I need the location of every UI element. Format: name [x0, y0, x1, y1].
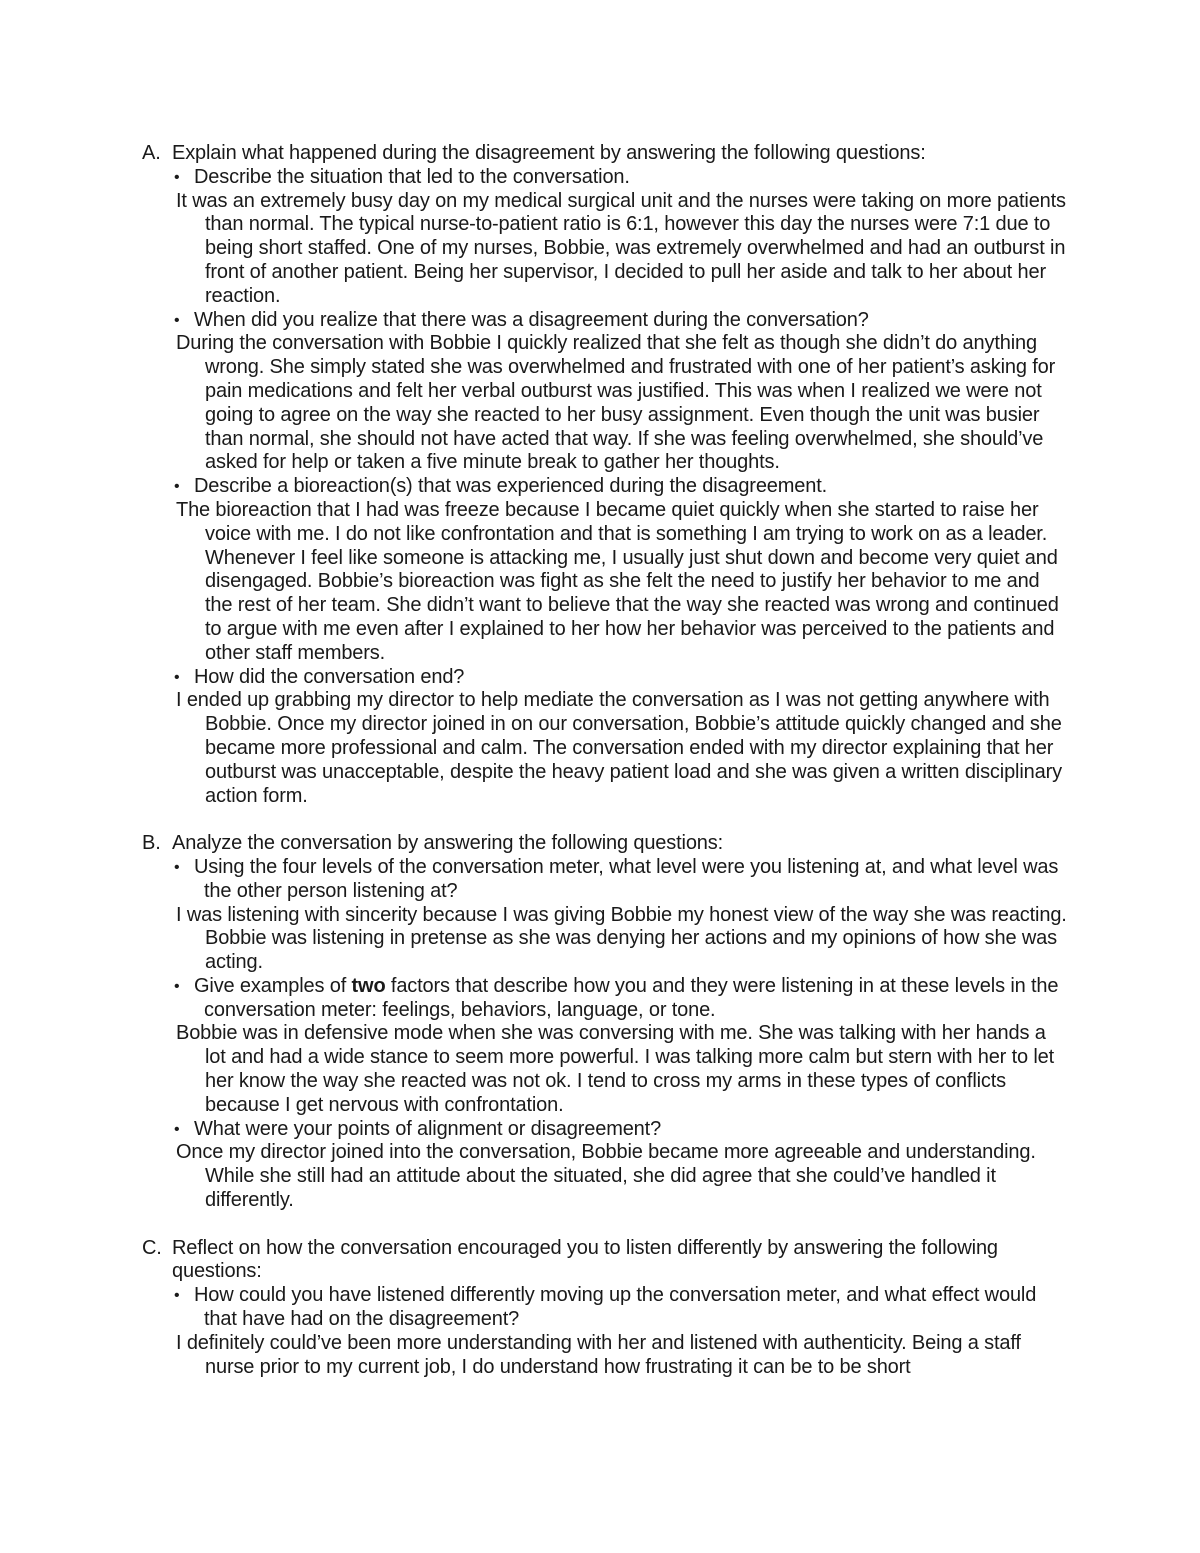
question-text: What were your points of alignment or disagreement? — [194, 1117, 662, 1140]
answer-text: Bobbie was in defensive mode when she was conversing with me. She was talking with her hands a lot and had a wide stance to seem more powerful. I was talking more calm but stern with her to let her know the way she reacted was not ok. I tend to cross my arms in these types of conflicts because I get nervous with confrontation. — [176, 1022, 1055, 1116]
question-text-bold: two — [351, 974, 386, 997]
answer-text: I was listening with sincerity because I was giving Bobbie my honest view of the way she was reacting. Bobbie was listening in pretense as she was denying her actions and my opinions of how she was acting. — [176, 903, 1067, 974]
question-item — [172, 166, 1067, 190]
bullet-icon: • — [174, 1287, 180, 1305]
question-text: Describe the situation that led to the conversation. — [194, 165, 630, 188]
bullet-icon: • — [174, 977, 180, 995]
question-text: Describe a bioreaction(s) that was experienced during the disagreement. — [194, 475, 828, 498]
question-text: When did you realize that there was a disagreement during the conversation? — [194, 308, 869, 331]
section-letter: A. — [142, 142, 161, 164]
document-body — [142, 142, 1067, 1379]
question-item — [172, 1118, 1067, 1142]
answer-text: It was an extremely busy day on my medical surgical unit and the nurses were taking on more patients than normal. The typical nurse-to-patient ratio is 6:1, however this day the nurses were 7:1 due to being short staffed. One of my nurses, Bobbie, was extremely overwhelmed and had an outburst in front of another patient. Being her supervisor, I decided to pull her aside and talk to her about her reaction. — [176, 189, 1066, 307]
question-item — [172, 475, 1067, 499]
question-item — [172, 1284, 1067, 1332]
section-c — [142, 1237, 1067, 1380]
bullet-icon: • — [174, 858, 180, 876]
section-heading: Explain what happened during the disagreement by answering the following questions: — [172, 142, 926, 164]
section-letter: B. — [142, 832, 161, 855]
answer-text: Once my director joined into the conversation, Bobbie became more agreeable and understanding. While she still had an attitude about the situated, she did agree that she could’ve handled it differently. — [176, 1141, 1036, 1212]
question-text — [194, 975, 1067, 1023]
answer-text: During the conversation with Bobbie I quickly realized that she felt as though she didn’t do anything wrong. She simply stated she was overwhelmed and frustrated with one of her patient’s asking for pain medications and felt her verbal outburst was justified. This was when I realized we were not going to agree on the way she reacted to her busy assignment. Even though the unit was busier than normal, she should not have acted that way. If she was feeling overwhelmed, she should’ve asked for help or taken a five minute break to gather her thoughts. — [176, 332, 1056, 474]
section-b — [142, 832, 1067, 1213]
question-item — [172, 666, 1067, 690]
section-heading: Analyze the conversation by answering the following questions: — [172, 832, 724, 855]
bullet-icon: • — [174, 478, 180, 496]
section-heading: Reflect on how the conversation encouraged you to listen differently by answering the following questions: — [172, 1236, 998, 1283]
question-text: Using the four levels of the conversation meter, what level were you listening at, and what level was the other person listening at? — [194, 855, 1059, 902]
bullet-icon: • — [174, 168, 180, 186]
question-text: How could you have listened differently moving up the conversation meter, and what effect would that have had on the disagreement? — [194, 1284, 1037, 1331]
section-a — [142, 142, 1067, 808]
question-text-pre: Give examples of — [194, 974, 352, 997]
bullet-icon: • — [174, 311, 180, 329]
question-item — [172, 975, 1067, 1023]
answer-text: The bioreaction that I had was freeze because I became quiet quickly when she started to raise her voice with me. I do not like confrontation and that is something I am trying to work on as a leader. Whenever I feel like someone is attacking me, I usually just shut down and become very quiet and disengaged. Bobbie’s bioreaction was fight as she felt the need to justify her behavior to me and the rest of her team. She didn’t want to believe that the way she reacted was wrong and continued to argue with me even after I explained to her how her behavior was perceived to the patients and other staff members. — [176, 498, 1059, 664]
question-item — [172, 309, 1067, 333]
answer-text: I ended up grabbing my director to help mediate the conversation as I was not getting anywhere with Bobbie. Once my director joined in on our conversation, Bobbie’s attitude quickly changed and she became more professional and calm. The conversation ended with my director explaining that her outburst was unacceptable, despite the heavy patient load and she was given a written disciplinary action form. — [176, 689, 1062, 807]
question-item — [172, 856, 1067, 904]
question-text: How did the conversation end? — [194, 665, 465, 688]
bullet-icon: • — [174, 668, 180, 686]
section-letter: C. — [142, 1236, 162, 1259]
question-text-post: factors that describe how you and they were listening in at these levels in the conversation meter: feelings, behaviors, language, or tone. — [204, 974, 1059, 1021]
answer-text: I definitely could’ve been more understanding with her and listened with authenticity. Being a staff nurse prior to my current job, I do understand how frustrating it can be to be short — [176, 1331, 1021, 1378]
bullet-icon: • — [174, 1120, 180, 1138]
